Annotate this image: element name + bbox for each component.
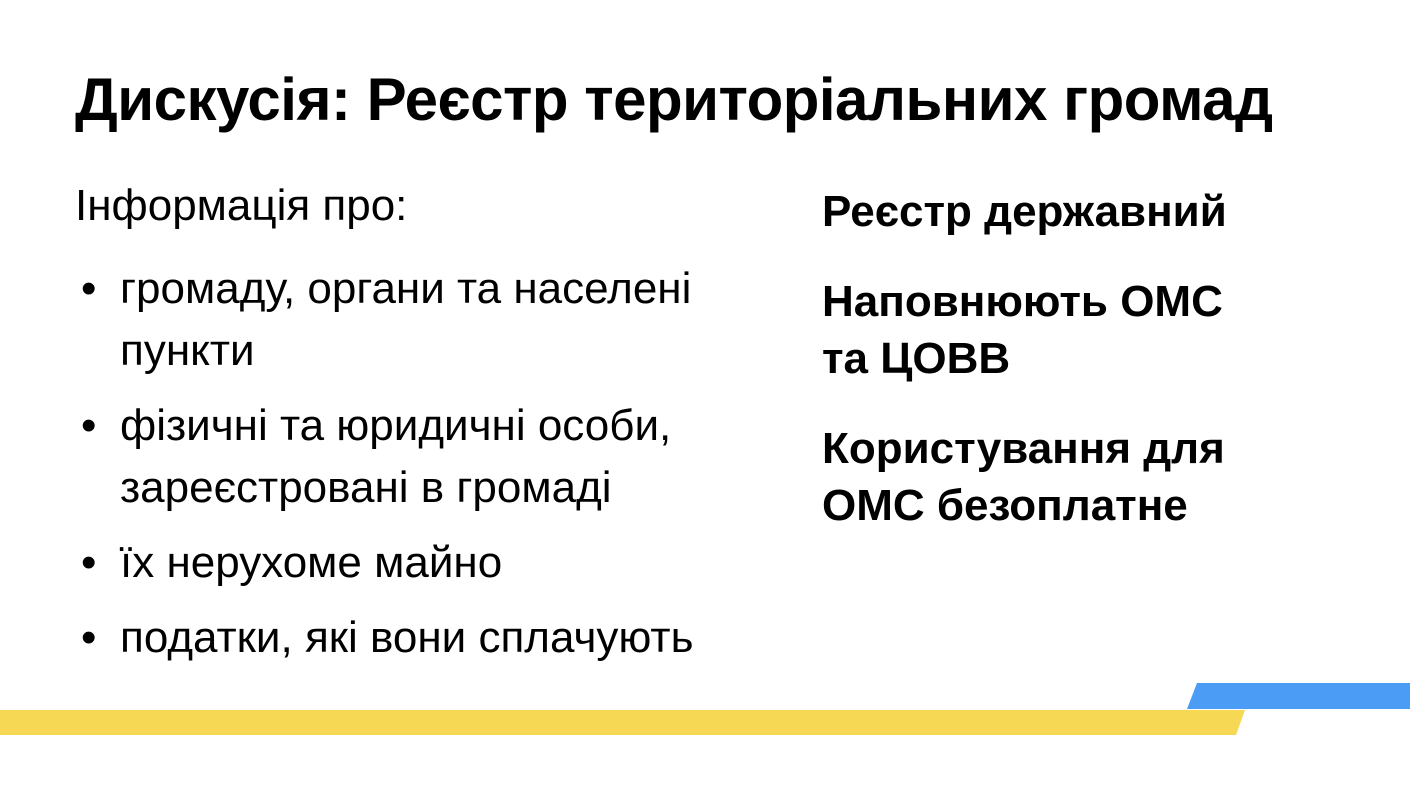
yellow-stripe-decoration [0, 710, 1245, 735]
left-column [75, 175, 745, 682]
bullet-text: фізичні та юридичні особи, зареєстровані в громаді [120, 401, 672, 512]
bullet-list [75, 258, 745, 669]
statement-filled-by: Наповнюють ОМС та ЦОВВ [822, 277, 1223, 383]
bullet-dot-icon: • [81, 538, 97, 587]
bullet-dot-icon: • [81, 613, 97, 662]
bullet-dot-icon: • [81, 401, 97, 450]
bullet-item [75, 607, 745, 669]
bullet-text: податки, які вони сплачують [120, 613, 694, 662]
left-column-heading: Інформація про: [75, 181, 408, 230]
blue-stripe-decoration [1187, 683, 1410, 709]
bullet-item [75, 532, 745, 594]
right-column [822, 183, 1257, 567]
bullet-text: їх нерухоме майно [120, 538, 503, 587]
bullet-item [75, 395, 745, 519]
slide-title: Дискусія: Реєстр територіальних громад [75, 66, 1273, 133]
bullet-text: громаду, органи та населені пункти [120, 264, 692, 375]
statement-registry-state: Реєстр державний [822, 187, 1227, 236]
statement-free-usage: Користування для ОМС безоплатне [822, 424, 1225, 530]
bullet-item [75, 258, 745, 382]
bullet-dot-icon: • [81, 264, 97, 313]
